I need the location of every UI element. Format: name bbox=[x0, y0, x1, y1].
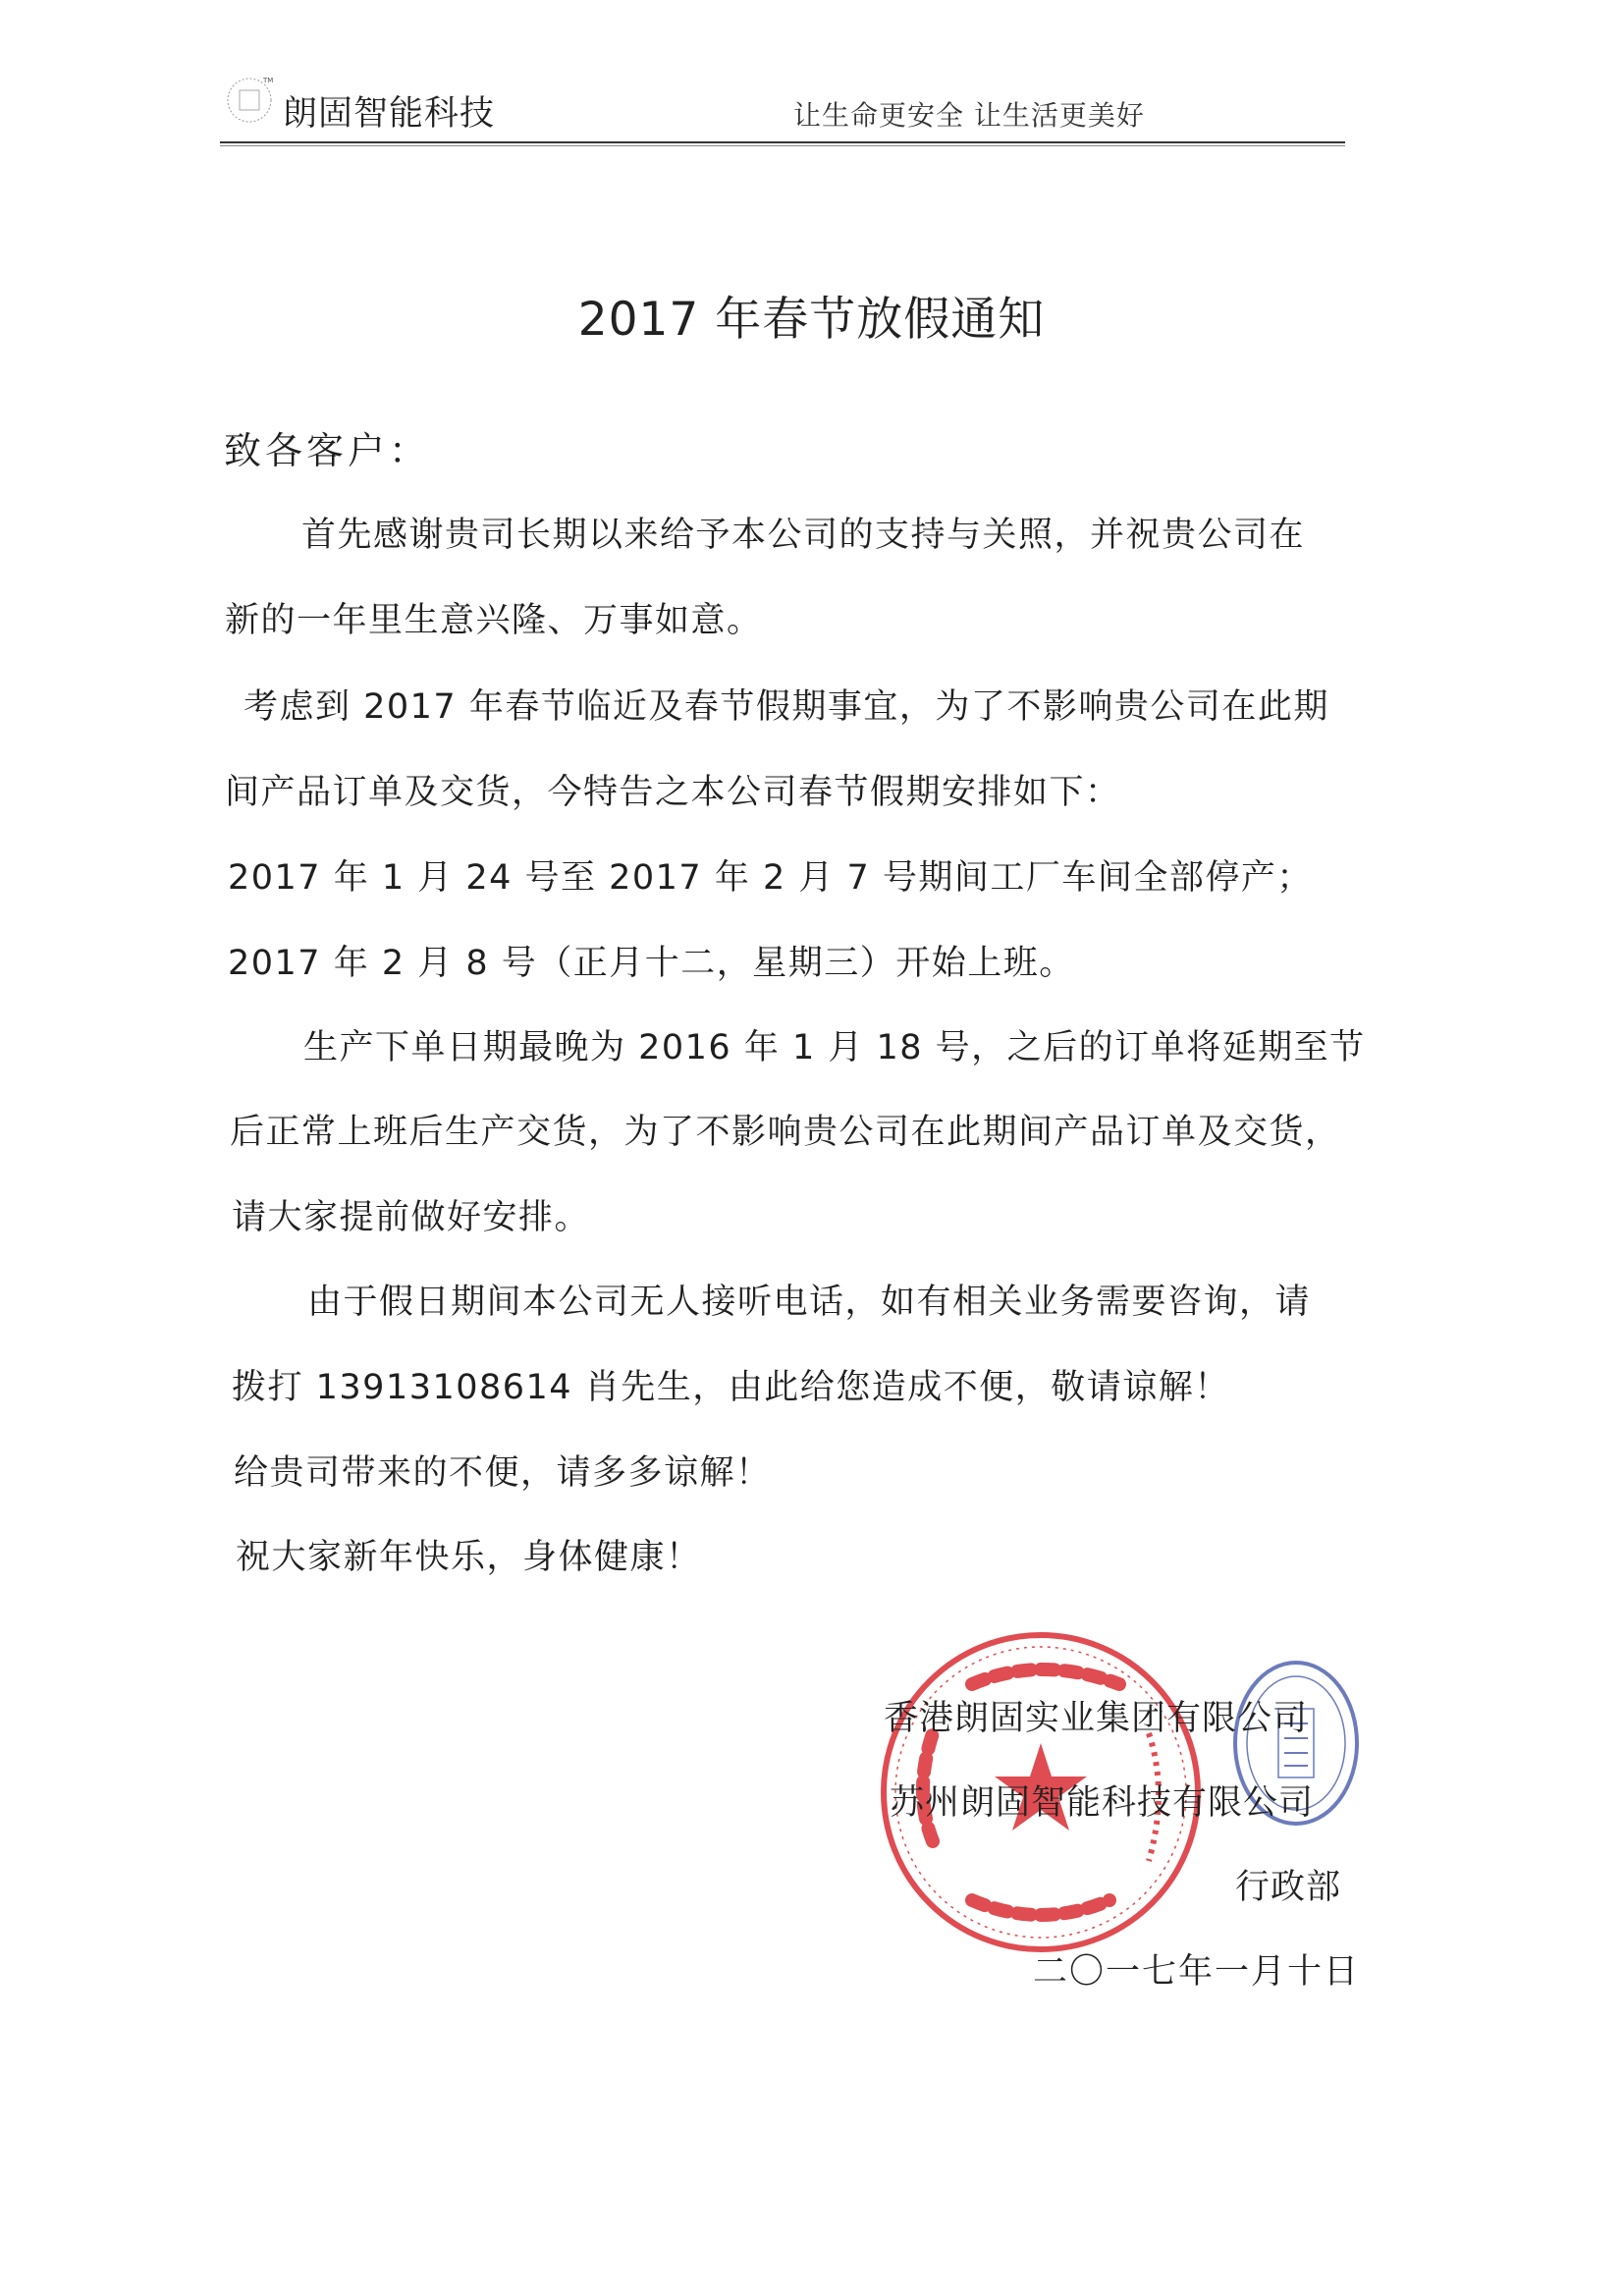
body-line: 考虑到 2017 年春节临近及春节假期事宜，为了不影响贵公司在此期 bbox=[243, 687, 1329, 727]
slogan: 让生命更安全 让生活更美好 bbox=[793, 99, 1145, 132]
body-line: 后正常上班后生产交货，为了不影响贵公司在此期间产品订单及交货， bbox=[230, 1113, 1341, 1152]
company-logo bbox=[220, 69, 279, 128]
body-line: 生产下单日期最晚为 2016 年 1 月 18 号，之后的订单将延期至节 bbox=[303, 1028, 1366, 1067]
body-line: 2017 年 1 月 24 号至 2017 年 2 月 7 号期间工厂车间全部停产； bbox=[228, 858, 1313, 898]
header-divider-thin bbox=[220, 145, 1345, 146]
svg-text:TM: TM bbox=[263, 77, 274, 84]
notice-title: 2017 年春节放假通知 bbox=[577, 293, 1046, 347]
signature-company-2: 苏州朗固智能科技有限公司 bbox=[890, 1783, 1315, 1823]
body-line: 给贵司带来的不便，请多多谅解！ bbox=[234, 1453, 772, 1493]
body-line: 请大家提前做好安排。 bbox=[232, 1198, 591, 1237]
body-line: 2017 年 2 月 8 号（正月十二，星期三）开始上班。 bbox=[228, 944, 1075, 983]
body-line: 间产品订单及交货，今特告之本公司春节假期安排如下： bbox=[225, 773, 1121, 812]
signature-company-1: 香港朗固实业集团有限公司 bbox=[884, 1699, 1309, 1738]
header-divider bbox=[220, 141, 1345, 143]
body-line: 拨打 13913108614 肖先生，由此给您造成不便，敬请谅解！ bbox=[232, 1368, 1230, 1407]
body-line: 祝大家新年快乐，身体健康！ bbox=[236, 1538, 702, 1577]
body-line: 新的一年里生意兴隆、万事如意。 bbox=[225, 601, 763, 640]
brand-name: 朗固智能科技 bbox=[283, 94, 496, 134]
body-line: 由于假日期间本公司无人接听电话，如有相关业务需要咨询，请 bbox=[307, 1283, 1312, 1322]
signature-date: 二〇一七年一月十日 bbox=[1033, 1952, 1361, 1992]
body-line: 首先感谢贵司长期以来给予本公司的支持与关照，并祝贵公司在 bbox=[301, 516, 1306, 555]
signature-department: 行政部 bbox=[1235, 1868, 1342, 1907]
salutation: 致各客户： bbox=[224, 429, 431, 472]
